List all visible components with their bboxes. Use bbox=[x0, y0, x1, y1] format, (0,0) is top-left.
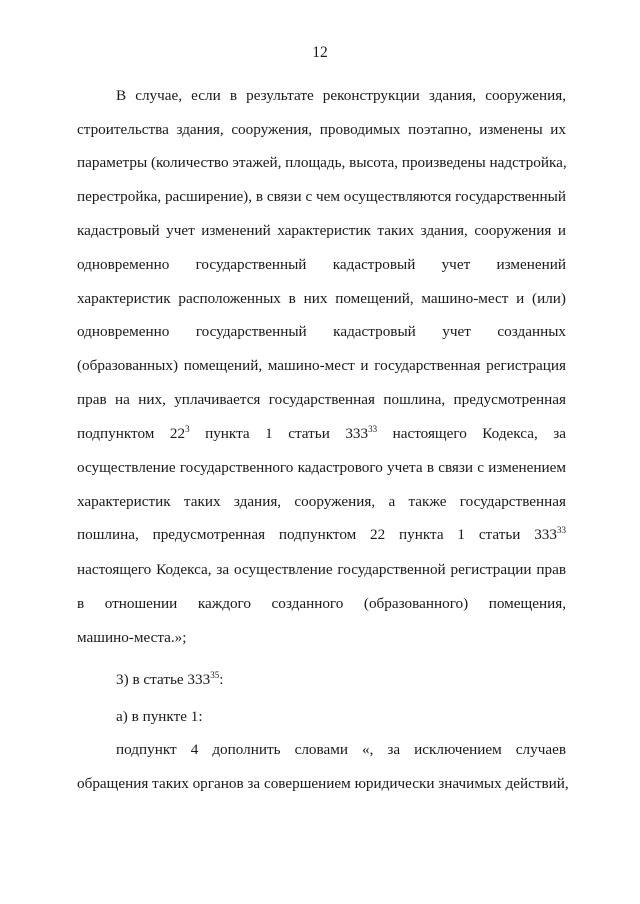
text-line: В случае, если в результате реконструкции здания, сооружения, bbox=[116, 87, 566, 104]
text-run: подпунктом 22 bbox=[77, 425, 186, 442]
superscript: 33 bbox=[368, 424, 378, 434]
text-line: одновременно государственный кадастровый учет изменений bbox=[77, 256, 566, 273]
text-line: прав на них, уплачивается государственная пошлина, предусмотренная bbox=[77, 391, 566, 408]
text-line: характеристик таких здания, сооружения, а также государственная bbox=[77, 493, 566, 510]
text-line: подпункт 4 дополнить словами «, за исключением случаев bbox=[116, 741, 566, 758]
text-line: (образованных) помещений, машино-мест и государственная регистрация bbox=[77, 357, 566, 374]
text-line: обращения таких органов за совершением юридически значимых действий, bbox=[77, 775, 569, 792]
text-run: пункта 1 статьи 333 bbox=[189, 425, 369, 442]
list-item bbox=[116, 670, 566, 690]
text-run: настоящего Кодекса, за bbox=[377, 425, 566, 442]
text-line bbox=[77, 424, 566, 444]
superscript: 3 bbox=[185, 424, 190, 434]
text-run: : bbox=[219, 671, 224, 688]
text-line: машино-места.»; bbox=[77, 629, 187, 646]
text-line: параметры (количество этажей, площадь, высота, произведены надстройка, bbox=[77, 154, 567, 171]
text-line: строительства здания, сооружения, проводимых поэтапно, изменены их bbox=[77, 121, 566, 138]
text-line bbox=[77, 525, 566, 545]
text-line: в отношении каждого созданного (образованного) помещения, bbox=[77, 595, 566, 612]
text-line: одновременно государственный кадастровый учет созданных bbox=[77, 323, 566, 340]
text-line: настоящего Кодекса, за осуществление государственной регистрации прав bbox=[77, 561, 566, 578]
text-line: осуществление государственного кадастрового учета в связи с изменением bbox=[77, 459, 566, 476]
text-run: 3) в статье 333 bbox=[116, 671, 211, 688]
superscript: 35 bbox=[210, 670, 220, 680]
text-line: кадастровый учет изменений характеристик таких здания, сооружения и bbox=[77, 222, 566, 239]
text-line: характеристик расположенных в них помещений, машино-мест и (или) bbox=[77, 290, 566, 307]
list-item: а) в пункте 1: bbox=[116, 708, 203, 725]
text-run: пошлина, предусмотренная подпунктом 22 пункта 1 статьи 333 bbox=[77, 526, 557, 543]
superscript: 33 bbox=[557, 525, 566, 535]
text-line: перестройка, расширение), в связи с чем осуществляются государственный bbox=[77, 188, 566, 205]
page-number: 12 bbox=[312, 44, 328, 61]
